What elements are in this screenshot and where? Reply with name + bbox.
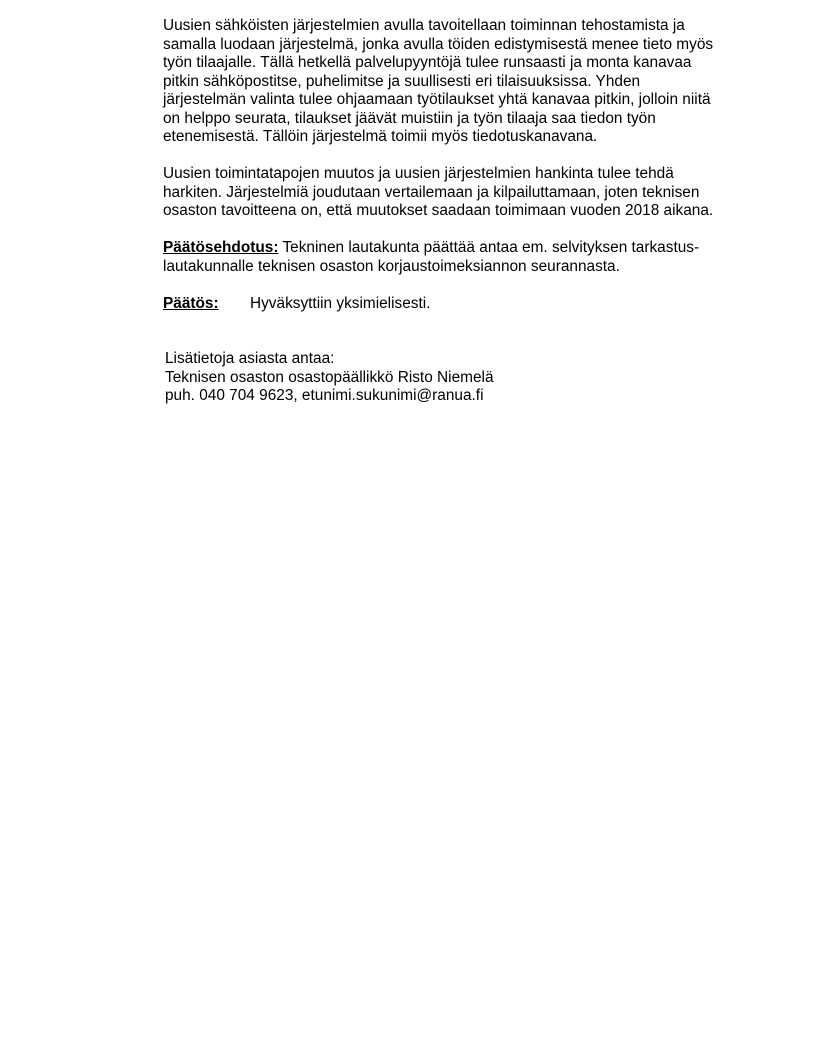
paragraph-spacer <box>163 221 753 240</box>
decision-text: Hyväksyttiin yksimielisesti. <box>250 294 431 312</box>
document-page <box>163 17 753 406</box>
proposal-line <box>163 239 753 258</box>
paragraph-spacer <box>163 332 753 351</box>
text-line: Uusien toimintatapojen muutos ja uusien järjestelmien hankinta tulee tehdä <box>163 165 674 182</box>
paragraph-electronic-systems <box>163 17 753 147</box>
proposal-text: Tekninen lautakunta päättää antaa em. selvityksen tarkastus- <box>278 239 700 256</box>
decision-proposal <box>163 239 753 276</box>
contact-phone-email: puh. 040 704 9623, etunimi.sukunimi@ranua.fi <box>165 387 484 404</box>
decision-row <box>163 295 753 314</box>
contact-intro: Lisätietoja asiasta antaa: <box>165 350 335 367</box>
decision <box>163 295 753 314</box>
text-line: etenemisestä. Tällöin järjestelmä toimii myös tiedotuskanavana. <box>163 128 598 145</box>
decision-label: Päätös: <box>163 294 219 312</box>
text-line: Uusien sähköisten järjestelmien avulla tavoitellaan toiminnan tehostamista ja <box>163 17 685 34</box>
text-line: pitkin sähköpostitse, puhelimitse ja suullisesti eri tilaisuuksissa. Yhden <box>163 72 641 90</box>
paragraph-procurement <box>163 165 753 221</box>
paragraph-spacer <box>163 313 753 332</box>
paragraph-spacer <box>163 276 753 295</box>
text-line: järjestelmän valinta tulee ohjaamaan työtilaukset yhtä kanavaa pitkin, jolloin niitä <box>163 91 711 108</box>
contact-info <box>163 350 753 406</box>
text-line: samalla luodaan järjestelmä, jonka avulla töiden edistymisestä menee tieto myös <box>163 35 714 53</box>
paragraph-spacer <box>163 147 753 166</box>
text-line: työn tilaajalle. Tällä hetkellä palvelupyyntöjä tulee runsaasti ja monta kanavaa <box>163 54 692 71</box>
text-line: osaston tavoitteena on, että muutokset saadaan toimimaan vuoden 2018 aikana. <box>163 202 714 219</box>
contact-person: Teknisen osaston osastopäällikkö Risto Niemelä <box>165 368 494 386</box>
text-line: harkiten. Järjestelmiä joudutaan vertailemaan ja kilpailuttamaan, joten teknisen <box>163 183 700 201</box>
proposal-text-continued: lautakunnalle teknisen osaston korjaustoimeksiannon seurannasta. <box>163 257 620 275</box>
text-line: on helppo seurata, tilaukset jäävät muistiin ja työn tilaaja saa tiedon työn <box>163 109 656 127</box>
proposal-label: Päätösehdotus: <box>163 239 279 256</box>
